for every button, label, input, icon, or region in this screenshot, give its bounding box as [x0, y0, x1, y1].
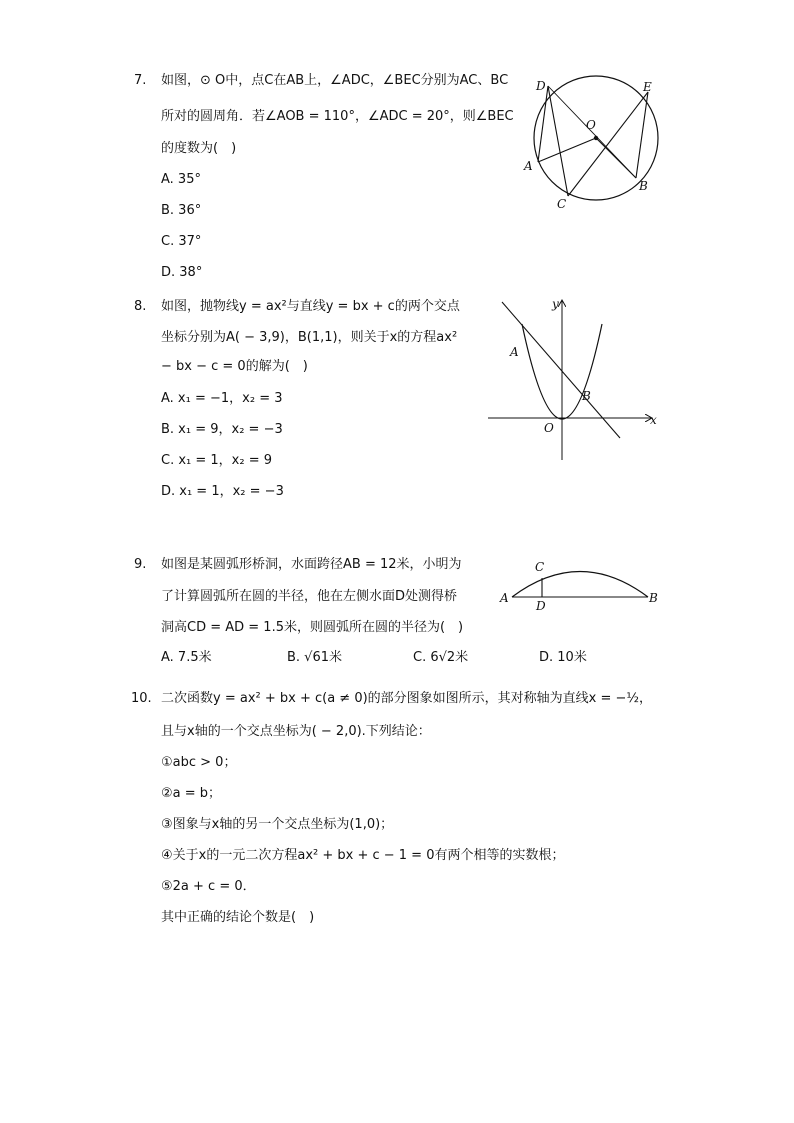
question-number: 8.	[134, 299, 147, 314]
question-text-line: 坐标分别为A( − 3,9)，B(1,1)，则关于x的方程ax²	[161, 330, 458, 345]
bridge-arc-figure	[498, 556, 664, 614]
option-a[interactable]: A. 7.5米	[161, 650, 212, 665]
option-b[interactable]: B. x₁ = 9，x₂ = −3	[161, 422, 283, 437]
label-x: x	[650, 413, 657, 427]
label-a: A	[524, 159, 533, 173]
question-text-line: 所对的圆周角．若∠AOB = 110°，∠ADC = 20°，则∠BEC	[161, 109, 514, 124]
label-d: D	[536, 599, 546, 613]
conclusion-2: ②a = b；	[161, 786, 222, 801]
label-b: B	[639, 179, 648, 193]
parabola-figure	[486, 294, 661, 464]
option-d[interactable]: D. 38°	[161, 265, 203, 280]
question-text-line: − bx − c = 0的解为( )	[161, 359, 308, 374]
label-b: B	[582, 389, 591, 403]
question-number: 10.	[131, 691, 152, 706]
question-text-line: 二次函数y = ax² + bx + c(a ≠ 0)的部分图象如图所示，其对称轴为直线x = −½，	[161, 691, 653, 706]
label-c: C	[535, 560, 545, 574]
option-b[interactable]: B. √61米	[287, 650, 343, 665]
conclusion-1: ①abc > 0；	[161, 755, 237, 770]
question-text-line: 且与x轴的一个交点坐标为( − 2,0).下列结论：	[161, 724, 431, 739]
label-c: C	[557, 197, 567, 211]
question-text-line: 如图，抛物线y = ax²与直线y = bx + c的两个交点	[161, 299, 460, 314]
question-text-line: 了计算圆弧所在圆的半径，他在左侧水面D处测得桥	[161, 589, 458, 604]
circle-figure	[518, 66, 668, 211]
option-d[interactable]: D. 10米	[539, 650, 587, 665]
question-text-line: 如图，⊙ O中，点C在AB上，∠ADC，∠BEC分别为AC、BC	[161, 73, 509, 88]
label-e: E	[643, 80, 652, 94]
option-d[interactable]: D. x₁ = 1，x₂ = −3	[161, 484, 284, 499]
conclusion-3: ③图象与x轴的另一个交点坐标为(1,0)；	[161, 817, 394, 832]
option-c[interactable]: C. 6√2米	[413, 650, 469, 665]
label-d: D	[536, 79, 546, 93]
question-text-line: 洞高CD = AD = 1.5米，则圆弧所在圆的半径为( )	[161, 620, 464, 635]
label-y: y	[552, 297, 559, 311]
conclusion-5: ⑤2a + c = 0．	[161, 879, 256, 894]
question-number: 7.	[134, 73, 147, 88]
question-text-line: 的度数为( )	[161, 141, 237, 156]
label-o: O	[544, 421, 554, 435]
label-b: B	[649, 591, 658, 605]
conclusion-4: ④关于x的一元二次方程ax² + bx + c − 1 = 0有两个相等的实数根；	[161, 848, 565, 863]
option-b[interactable]: B. 36°	[161, 203, 202, 218]
option-c[interactable]: C. x₁ = 1，x₂ = 9	[161, 453, 273, 468]
question-text-line: 如图是某圆弧形桥洞，水面跨径AB = 12米，小明为	[161, 557, 462, 572]
option-a[interactable]: A. x₁ = −1，x₂ = 3	[161, 391, 283, 406]
question-number: 9.	[134, 557, 147, 572]
option-a[interactable]: A. 35°	[161, 172, 201, 187]
label-a: A	[510, 345, 519, 359]
label-a: A	[500, 591, 509, 605]
label-o: O	[586, 118, 596, 132]
option-c[interactable]: C. 37°	[161, 234, 202, 249]
question-prompt: 其中正确的结论个数是( )	[161, 910, 315, 925]
